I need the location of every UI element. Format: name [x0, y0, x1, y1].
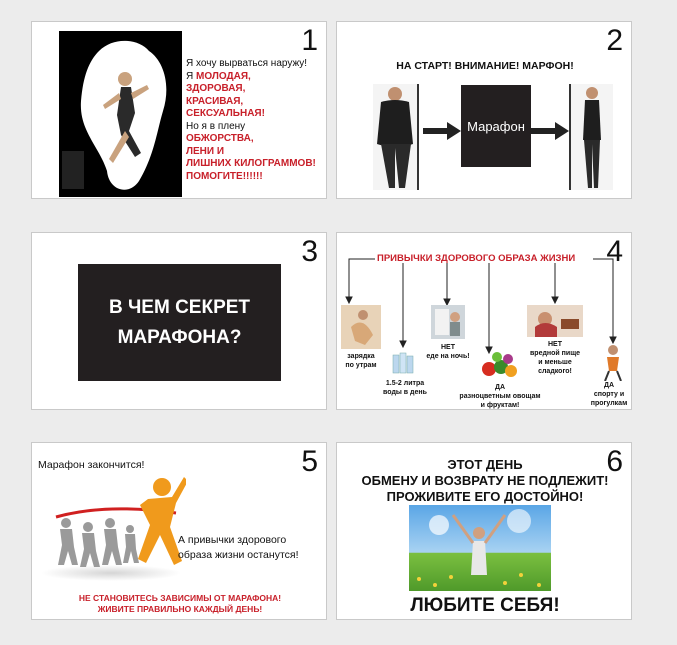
meadow-photo — [409, 505, 551, 591]
card5-line1: Марафон закончится! — [38, 459, 145, 471]
card6-line3: ПРОЖИВИТЕ ЕГО ДОСТОЙНО! — [386, 489, 584, 504]
habit-label-water: 1.5-2 литра воды в день — [383, 380, 427, 396]
card1-line-red: ЗДОРОВАЯ, — [186, 83, 246, 94]
card1-text — [186, 58, 326, 183]
card1-line-red: СЕКСУАЛЬНАЯ! — [186, 108, 265, 119]
card1-line-red: ЛИШНИХ КИЛОГРАММОВ! — [186, 158, 316, 169]
love-yourself: ЛЮБИТЕ СЕБЯ! — [410, 595, 560, 616]
arrow-icon — [423, 122, 461, 145]
card-number: 6 — [606, 445, 623, 478]
vegetables-photo — [481, 349, 517, 379]
secret-line: В ЧЕМ СЕКРЕТ — [108, 296, 251, 318]
card1-line: Но я в плену — [186, 120, 246, 132]
secret-box — [78, 264, 281, 381]
night-eating-photo — [431, 305, 465, 339]
card6-line1: ЭТОТ ДЕНЬ — [447, 457, 523, 472]
card5-bottom2: ЖИВИТЕ ПРАВИЛЬНО КАЖДЫЙ ДЕНЬ! — [97, 604, 263, 614]
card-number: 5 — [301, 445, 318, 478]
runners-icon — [36, 473, 186, 583]
habit-label-veggies: ДА разноцветным овощам и фруктам! — [459, 384, 541, 409]
card1-line-prefix: Я — [186, 70, 196, 82]
card6-line2: ОБМЕНУ И ВОЗВРАТУ НЕ ПОДЛЕЖИТ! — [361, 473, 609, 488]
after-photo — [569, 84, 613, 190]
card-5 — [31, 442, 327, 620]
card1-line-red: КРАСИВАЯ, — [186, 95, 244, 107]
card1-line: Я хочу вырваться наружу! — [186, 58, 308, 69]
body-silhouette-icon — [59, 31, 182, 197]
card5-line2: А привычки здорового образа жизни останутся! — [178, 534, 299, 561]
card2-title: НА СТАРТ! ВНИМАНИЕ! МАРФОН! — [396, 60, 574, 72]
slim-woman-icon — [571, 84, 613, 190]
happy-woman-icon — [409, 505, 551, 591]
silhouette-photo — [59, 31, 182, 197]
card1-line-red: МОЛОДАЯ, — [196, 70, 251, 82]
card-number: 3 — [301, 235, 318, 268]
runners-illustration — [36, 473, 186, 583]
card-6 — [336, 442, 632, 620]
water-bottles-photo — [391, 349, 415, 375]
card-3 — [31, 232, 327, 410]
card-2 — [336, 21, 632, 199]
card1-line — [186, 71, 326, 84]
habit-label-junk: НЕТ вредной пище и меньше сладкого! — [530, 341, 580, 375]
card1-line-red: ПОМОГИТЕ!!!!!! — [186, 170, 263, 182]
sport-photo — [599, 343, 627, 381]
card-number: 1 — [301, 24, 318, 57]
card-1 — [31, 21, 327, 199]
habit-label-night: НЕТ еде на ночь! — [426, 344, 470, 360]
marathon-box-label: Марафон — [467, 118, 525, 134]
before-photo — [373, 84, 419, 190]
habit-label-sport: ДА спорту и прогулкам — [590, 382, 628, 407]
card1-line-red: ЛЕНИ И — [186, 145, 225, 157]
habit-label-exercise: зарядка по утрам — [345, 353, 377, 369]
card-number: 4 — [606, 235, 623, 268]
marathon-box — [461, 85, 531, 167]
junk-food-photo — [527, 305, 583, 337]
secret-line: МАРАФОНА? — [117, 326, 242, 348]
card-number: 2 — [606, 24, 623, 57]
arrow-icon — [531, 122, 569, 145]
habits-title: ПРИВЫЧКИ ЗДОРОВОГО ОБРАЗА ЖИЗНИ — [377, 253, 576, 264]
exercise-photo — [341, 305, 381, 349]
card-4 — [336, 232, 632, 410]
card1-line-red: ОБЖОРСТВА, — [186, 133, 254, 144]
card5-bottom1: НЕ СТАНОВИТЕСЬ ЗАВИСИМЫ ОТ МАРАФОНА! — [78, 593, 282, 603]
overweight-woman-icon — [373, 84, 417, 190]
